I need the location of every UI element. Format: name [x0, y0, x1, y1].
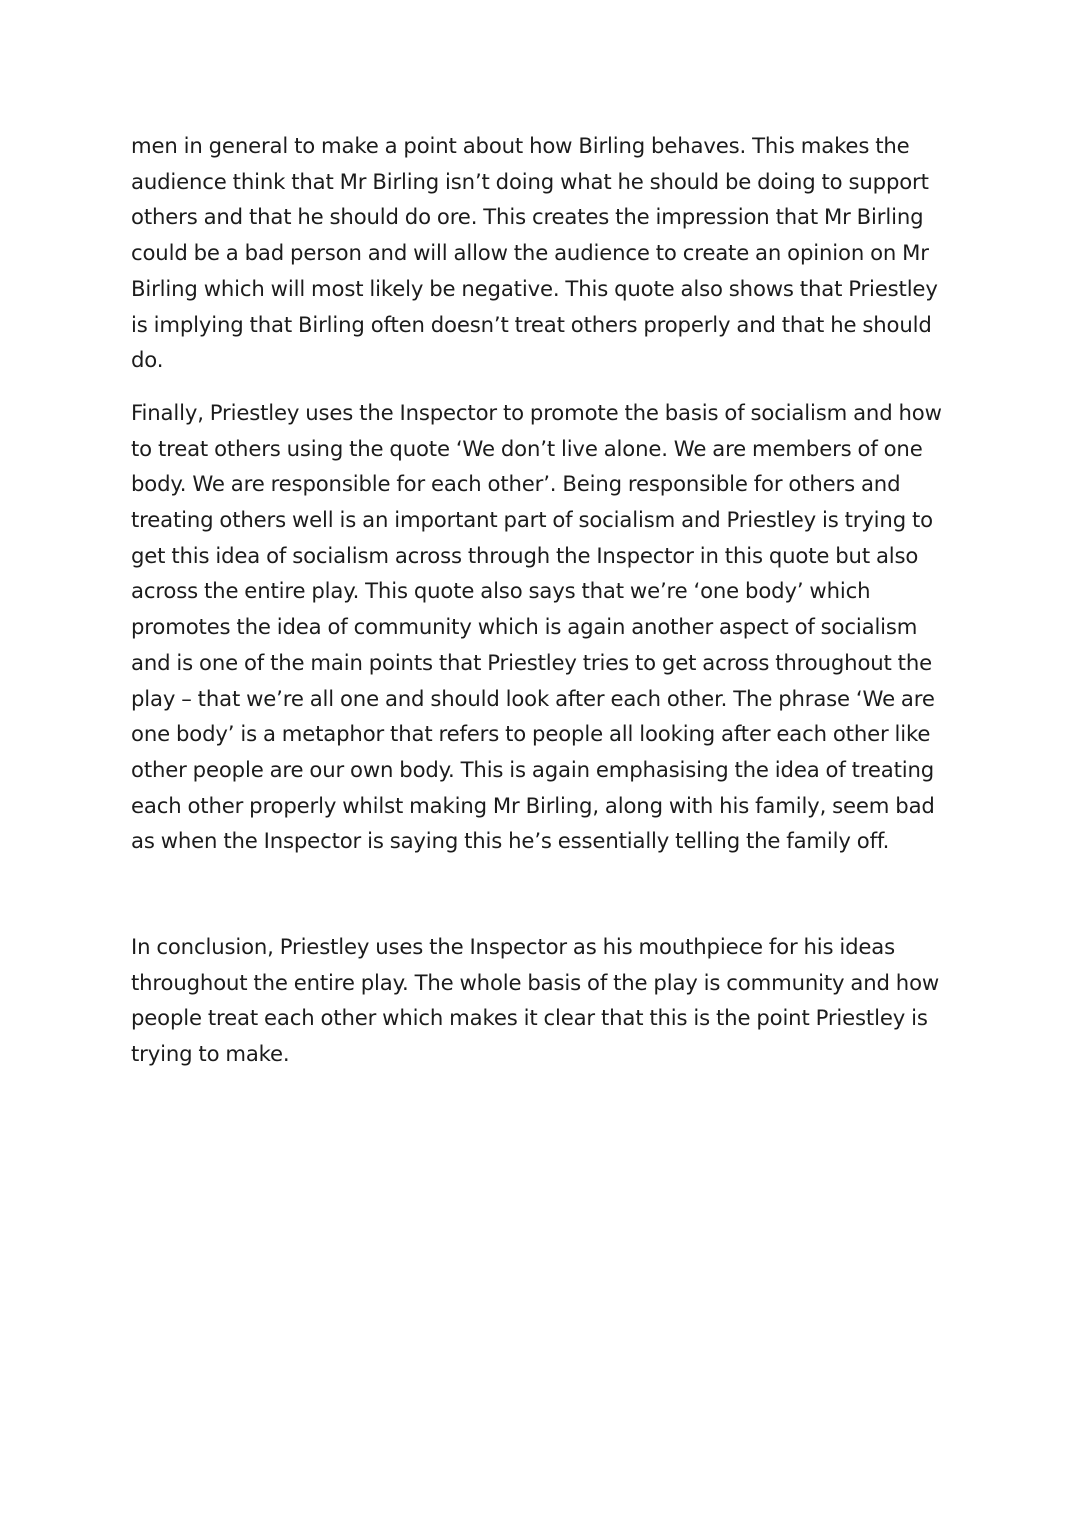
- paragraph-socialism-quote: Finally, Priestley uses the Inspector to promote the basis of socialism and how to treat others using the quote ‘We don’t live alone. We are members of one body. We are responsible for each other’. Being responsible for others and treating others well is an important part of socialism and Priestley is trying to get this idea of socialism across through the Inspector in this quote but also across the entire play. This quote also says that we’re ‘one body’ which promotes the idea of community which is again another aspect of socialism and is one of the main points that Priestley tries to get across throughout the play – that we’re all one and should look after each other. The phrase ‘We are one body’ is a metaphor that refers to people all looking after each other like other people are our own body. This is again emphasising the idea of treating each other properly whilst making Mr Birling, along with his family, seem bad as when the Inspector is saying this he’s essentially telling the family off.: [131, 399, 942, 854]
- paragraph-conclusion: In conclusion, Priestley uses the Inspector as his mouthpiece for his ideas throughout the entire play. The whole basis of the play is community and how people treat each other which makes it clear that this is the point Priestley is trying to make.: [131, 934, 940, 1067]
- paragraph-birling-analysis: men in general to make a point about how Birling behaves. This makes the audience think that Mr Birling isn’t doing what he should be doing to support others and that he should do ore. This creates the impression that Mr Birling could be a bad person and will allow the audience to create an opinion on Mr Birling which will most likely be negative. This quote also shows that Priestley is implying that Birling often doesn’t treat others properly and that he should do.: [131, 133, 938, 373]
- essay-body: [131, 128, 946, 1072]
